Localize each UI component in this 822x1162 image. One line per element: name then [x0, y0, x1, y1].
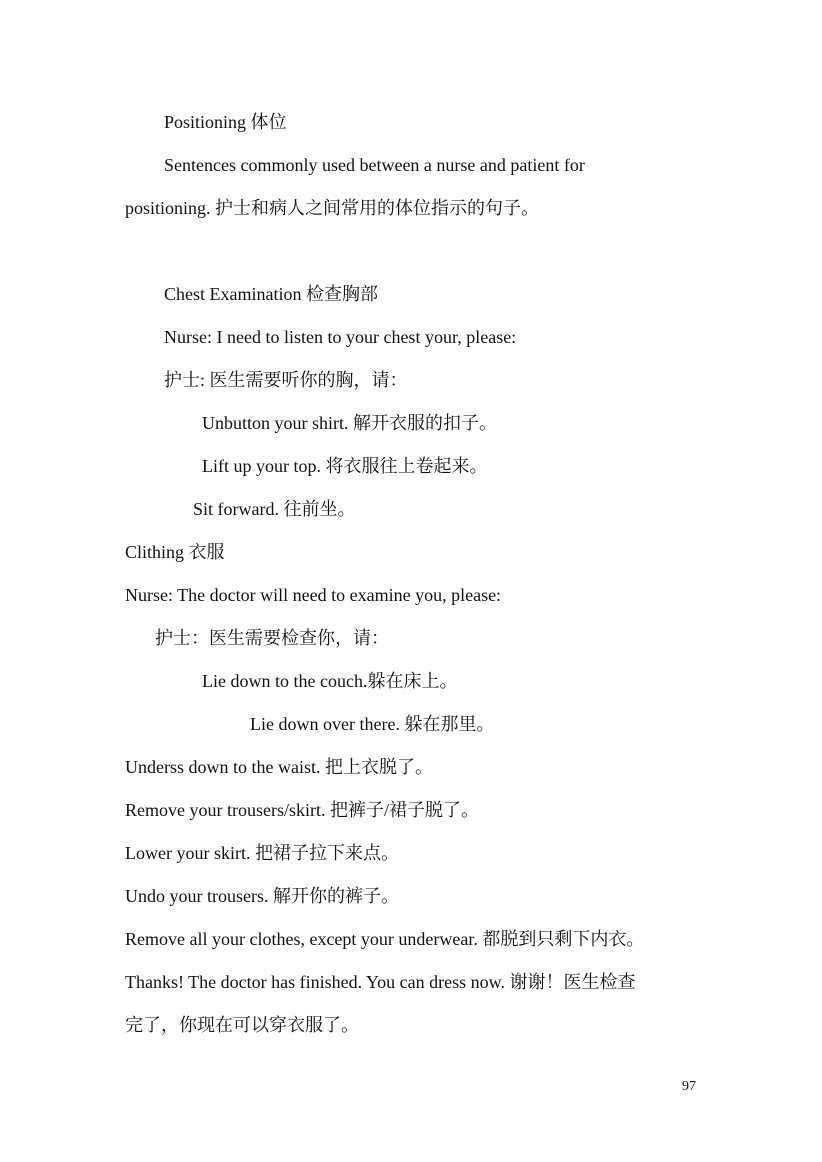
paragraph-line: 护士：医生需要检查你，请： [155, 628, 389, 648]
instruction-line: Remove all your clothes, except your underwear. 都脱到只剩下内衣。 [125, 929, 645, 949]
paragraph-line: Nurse: I need to listen to your chest your, please: [164, 327, 517, 347]
section-heading-chest-examination: Chest Examination 检查胸部 [164, 284, 378, 304]
instruction-line: Lift up your top. 将衣服往上卷起来。 [202, 456, 488, 476]
instruction-line: Lower your skirt. 把裙子拉下来点。 [125, 843, 399, 863]
paragraph-line: Nurse: The doctor will need to examine you, please: [125, 585, 502, 605]
instruction-line: Unbutton your shirt. 解开衣服的扣子。 [202, 413, 497, 433]
paragraph-line: Sentences commonly used between a nurse and patient for [164, 155, 585, 175]
instruction-line: Lie down to the couch.躲在床上。 [202, 671, 458, 691]
instruction-line: Underss down to the waist. 把上衣脱了。 [125, 757, 433, 777]
section-heading-positioning: Positioning 体位 [164, 112, 287, 132]
instruction-line: Sit forward. 往前坐。 [193, 499, 356, 519]
instruction-line: 完了，你现在可以穿衣服了。 [125, 1015, 359, 1035]
instruction-line: Lie down over there. 躲在那里。 [250, 714, 495, 734]
page-number: 97 [682, 1079, 696, 1094]
paragraph-line: 护士: 医生需要听你的胸，请： [164, 370, 408, 390]
instruction-line: Thanks! The doctor has finished. You can dress now. 谢谢！医生检查 [125, 972, 636, 992]
instruction-line: Undo your trousers. 解开你的裤子。 [125, 886, 399, 906]
section-heading-clothing: Clithing 衣服 [125, 542, 225, 562]
instruction-line: Remove your trousers/skirt. 把裤子/裙子脱了。 [125, 800, 479, 820]
paragraph-line: positioning. 护士和病人之间常用的体位指示的句子。 [125, 198, 540, 218]
